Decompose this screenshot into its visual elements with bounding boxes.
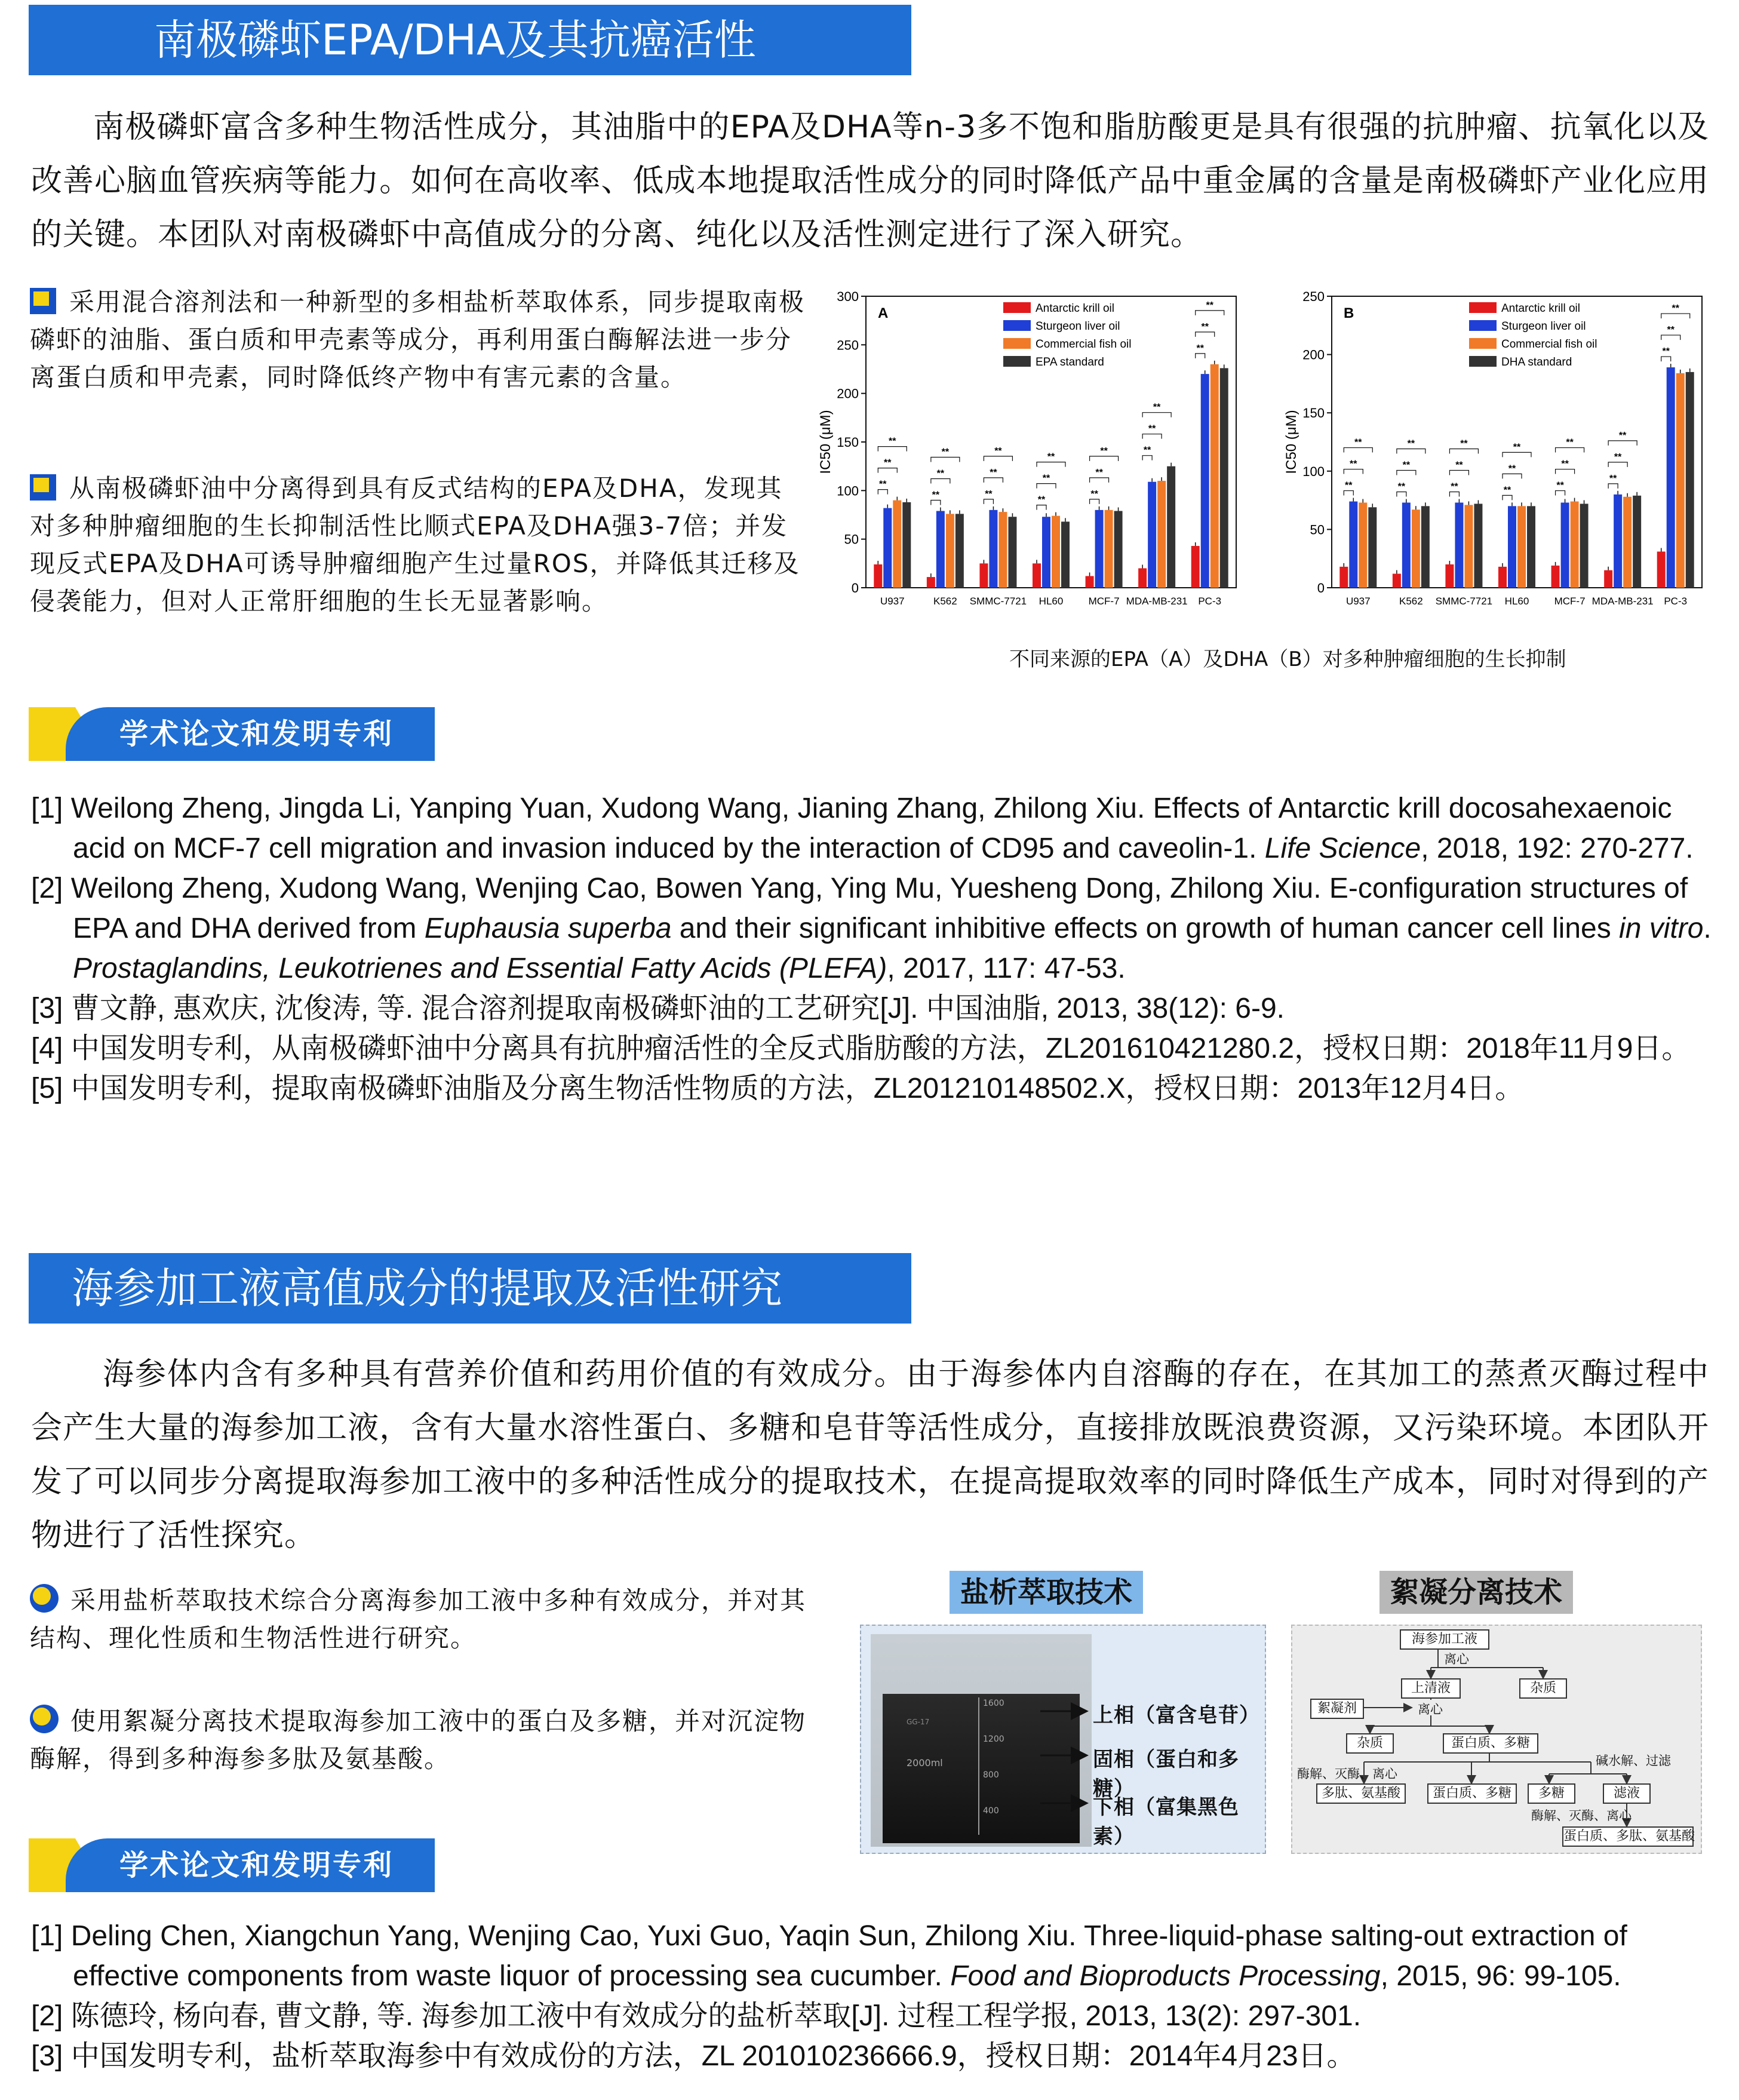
y-tick-label: 0 (851, 581, 859, 595)
legend-swatch (1469, 338, 1497, 349)
bar (1086, 576, 1094, 588)
panel-label: A (878, 305, 889, 321)
x-tick-label: SMMC-7721 (1435, 595, 1493, 607)
significance-bracket (1608, 462, 1627, 467)
bar (883, 508, 892, 588)
significance-bracket (1037, 484, 1056, 489)
flow-impurity2: 杂质 (1346, 1733, 1394, 1754)
significance-bracket (1556, 448, 1584, 453)
bar (902, 502, 911, 588)
y-axis-label: IC50 (μM) (1283, 410, 1299, 474)
x-tick-label: HL60 (1039, 595, 1064, 607)
chart-a (812, 281, 1266, 639)
significance-bracket (878, 468, 897, 473)
x-tick-label: U937 (880, 595, 905, 607)
significance-bracket (1661, 335, 1680, 340)
significance-mark: ** (1402, 460, 1411, 471)
chart-b (1278, 281, 1732, 639)
bar (1359, 503, 1367, 588)
bar (1667, 367, 1675, 588)
significance-mark: ** (985, 489, 993, 499)
bar (927, 577, 935, 588)
significance-mark: ** (1354, 437, 1362, 448)
x-tick-label: PC-3 (1664, 595, 1688, 607)
reference-item: [5] 中国发明专利，提取南极磷虾油脂及分离生物活性物质的方法，ZL201210148502.X，授权日期：2013年12月4日。 (31, 1073, 1524, 1104)
bar (1604, 570, 1612, 588)
lower-phase-label: 下相（富集黑色素） (1093, 1795, 1239, 1849)
significance-mark: ** (1201, 321, 1209, 332)
section1-bullet-2: 从南极磷虾油中分离得到具有反式结构的EPA及DHA，发现其对多种肿瘤细胞的生长抑制活性比顺式EPA及DHA强3-7倍；并发现反式EPA及DHA可诱导肿瘤细胞产生过量ROS，并降低其迁移及侵袭能力，但对人正常肝细胞的生长无显著影响。 (30, 474, 800, 616)
significance-mark: ** (1513, 442, 1521, 453)
bar (1445, 564, 1454, 588)
significance-mark: ** (936, 468, 945, 479)
flow-peptide: 多肽、氨基酸 (1316, 1783, 1406, 1804)
significance-mark: ** (1614, 452, 1622, 462)
significance-bracket (984, 478, 1003, 483)
flow-right-proc: 碱水解、过滤 (1596, 1754, 1671, 1768)
x-tick-label: U937 (1345, 595, 1371, 607)
reference-item: [3] 曹文静, 惠欢庆, 沈俊涛, 等. 混合溶剂提取南极磷虾油的工艺研究[J]. 中国油脂, 2013, 38(12): 6-9. (31, 993, 1285, 1024)
flow-supernatant: 上清液 (1401, 1678, 1461, 1699)
upper-phase-label: 上相（富含皂苷） (1093, 1703, 1260, 1727)
section2-bullet-1: 采用盐析萃取技术综合分离海参加工液中多种有效成分，并对其结构、理化性质和生物活性进行研究。 (30, 1582, 806, 1657)
legend-label: Antarctic krill oil (1501, 302, 1580, 315)
significance-bracket (1196, 332, 1215, 337)
bar (1061, 521, 1070, 588)
legend-label: DHA standard (1501, 356, 1572, 369)
significance-mark: ** (1350, 459, 1357, 469)
significance-bracket (1397, 471, 1416, 475)
bar (1498, 567, 1507, 588)
significance-mark: ** (1460, 438, 1468, 449)
flow-final: 蛋白质、多肽、氨基酸 (1562, 1826, 1694, 1847)
section2-intro: 海参体内含有多种具有营养价值和药用价值的有效成分。由于海参体内自溶酶的存在，在其加工的蒸煮灭酶过程中会产生大量的海参加工液，含有大量水溶性蛋白、多糖和皂苷等活性成分，直接排放既浪费资源，又污染环境。本团队开发了可以同步分离提取海参加工液中的多种活性成分的提取技术，在提高提取效率的同时降低生产成本，同时对得到的产物进行了活性探究。 (31, 1356, 1709, 1553)
bar (1614, 495, 1622, 588)
significance-bracket (931, 478, 950, 483)
flow-filtrate: 滤液 (1603, 1783, 1651, 1804)
legend-swatch (1003, 302, 1031, 313)
significance-bracket (931, 457, 960, 462)
x-tick-label: MCF-7 (1088, 595, 1120, 607)
x-tick-label: K562 (1399, 595, 1423, 607)
section2-title: 海参加工液高值成分的提取及活性研究 (72, 1264, 782, 1313)
bar (946, 514, 954, 588)
reference-item: [4] 中国发明专利，从南极磷虾油中分离具有抗肿瘤活性的全反式脂肪酸的方法，ZL201610421280.2，授权日期：2018年11月9日。 (31, 1033, 1691, 1064)
x-tick-label: MDA-MB-231 (1126, 595, 1188, 607)
significance-mark: ** (1561, 459, 1569, 469)
bar (1657, 551, 1666, 588)
significance-bracket (1344, 469, 1363, 474)
significance-mark: ** (1662, 346, 1670, 357)
reference-item: [2] Weilong Zheng, Xudong Wang, Wenjing Cao, Bowen Yang, Ying Mu, Yuesheng Dong, Zhilong Xiu. E-configuration structures of EPA and DHA derived from Euphausia superba and their significant inhibitive effects on growth of human cancer cell lines in vitro. Prostaglandins, Leukotrienes and Essential Fatty Acids (PLEFA), 2017, 117: 47-53. (31, 873, 1712, 984)
significance-mark: ** (879, 479, 887, 490)
salting-out-title: 盐析萃取技术 (950, 1571, 1143, 1614)
bar (1580, 503, 1589, 588)
significance-bracket (1142, 456, 1152, 460)
significance-mark: ** (1672, 303, 1679, 314)
significance-bracket (984, 499, 993, 504)
flow-protein-poly2: 蛋白质、多糖 (1427, 1783, 1517, 1804)
bar (936, 511, 945, 588)
bar (874, 564, 882, 588)
bar (1412, 509, 1420, 588)
x-tick-label: PC-3 (1198, 595, 1222, 607)
legend-label: EPA standard (1036, 356, 1104, 369)
square-bullet-icon (30, 474, 56, 501)
bar (1042, 517, 1050, 588)
significance-mark: ** (1407, 438, 1415, 449)
bar (1167, 466, 1175, 588)
significance-mark: ** (1455, 460, 1463, 471)
x-tick-label: MDA-MB-231 (1591, 595, 1654, 607)
significance-mark: ** (1196, 343, 1204, 354)
bar (1561, 503, 1569, 588)
y-tick-label: 250 (837, 337, 859, 353)
bar (1393, 574, 1401, 588)
x-tick-label: MCF-7 (1554, 595, 1586, 607)
bar (1191, 546, 1200, 588)
significance-mark: ** (1609, 473, 1617, 484)
significance-mark: ** (1618, 430, 1627, 441)
significance-bracket (878, 447, 907, 452)
significance-bracket (1090, 456, 1119, 461)
significance-mark: ** (1090, 489, 1098, 499)
bar (1114, 511, 1123, 588)
square-bullet-icon (30, 288, 56, 314)
bar (989, 510, 997, 588)
significance-mark: ** (1095, 467, 1103, 478)
significance-bracket (1556, 491, 1565, 496)
bar (1402, 503, 1411, 588)
legend-swatch (1003, 356, 1031, 367)
y-tick-label: 100 (837, 483, 859, 499)
bar (1220, 368, 1228, 588)
x-tick-label: HL60 (1504, 595, 1529, 607)
beaker-figure (860, 1625, 1266, 1854)
y-tick-label: 150 (1302, 406, 1325, 421)
significance-mark: ** (1042, 473, 1050, 484)
significance-bracket (1037, 505, 1046, 510)
significance-bracket (1449, 471, 1468, 475)
section2-title-bar (29, 1253, 911, 1324)
bar (1157, 481, 1166, 588)
flow-bottom-proc: 酶解、灭酶、离心 (1531, 1809, 1632, 1823)
y-tick-label: 50 (1310, 522, 1325, 538)
bar (1105, 510, 1113, 588)
section1-reference-list (31, 788, 1715, 1109)
y-tick-label: 50 (844, 532, 859, 547)
bar (1623, 497, 1632, 588)
significance-bracket (1344, 448, 1372, 453)
bar (979, 563, 988, 588)
significance-mark: ** (1153, 402, 1161, 413)
section1-papers-heading-text: 学术论文和发明专利 (66, 707, 435, 761)
y-tick-label: 200 (837, 386, 859, 401)
significance-bracket (1556, 469, 1575, 474)
flow-root: 海参加工液 (1400, 1629, 1489, 1650)
flow-impurity1: 杂质 (1519, 1678, 1567, 1699)
section2-bullet-2: 使用絮凝分离技术提取海参加工液中的蛋白及多糖，并对沉淀物酶解，得到多种海参多肽及氨基酸。 (30, 1702, 806, 1777)
legend-label: Commercial fish oil (1036, 338, 1132, 351)
significance-mark: ** (1100, 446, 1108, 456)
bar (1421, 506, 1430, 588)
significance-mark: ** (1143, 445, 1151, 456)
significance-mark: ** (1345, 480, 1353, 491)
significance-mark: ** (1451, 481, 1458, 492)
bar (1633, 496, 1641, 588)
bar (955, 514, 964, 588)
flocculation-title: 絮凝分离技术 (1379, 1571, 1573, 1614)
circle-bullet-icon (30, 1705, 59, 1733)
bar (998, 512, 1007, 588)
section1-intro: 南极磷虾富含多种生物活性成分，其油脂中的EPA及DHA等n-3多不饱和脂肪酸更是具有很强的抗肿瘤、抗氧化以及改善心脑血管疾病等能力。如何在高收率、低成本地提取活性成分的同时降低产品中重金属的含量是南极磷虾产业化应用的关键。本团队对南极磷虾中高值成分的分离、纯化以及活性测定进行了深入研究。 (31, 109, 1709, 253)
flocculation-flowchart (1291, 1625, 1702, 1854)
significance-mark: ** (1206, 300, 1213, 311)
significance-mark: ** (932, 490, 940, 501)
bar (1686, 372, 1694, 588)
y-axis-label: IC50 (μM) (818, 410, 834, 474)
bar (1551, 566, 1560, 588)
significance-mark: ** (990, 467, 997, 478)
figure-caption: 不同来源的EPA（A）及DHA（B）对多种肿瘤细胞的生长抑制 (1009, 647, 1566, 671)
y-tick-label: 250 (1302, 289, 1325, 304)
legend-swatch (1003, 320, 1031, 331)
significance-mark: ** (1556, 480, 1564, 491)
bar (1201, 374, 1209, 588)
section1-bullet-1: 采用混合溶剂法和一种新型的多相盐析萃取体系，同步提取南极磷虾的油脂、蛋白质和甲壳素等成分，再利用蛋白酶解法进一步分离蛋白质和甲壳素，同时降低终产物中有害元素的含量。 (30, 287, 806, 392)
section1-papers-heading (29, 707, 435, 761)
significance-bracket (1196, 311, 1224, 315)
bar (1349, 502, 1357, 588)
legend-label: Sturgeon liver oil (1036, 320, 1120, 333)
legend-swatch (1469, 356, 1497, 367)
section1-title-bar (29, 5, 911, 75)
reference-item: [2] 陈德玲, 杨向春, 曹文静, 等. 海参加工液中有效成分的盐析萃取[J]. 过程工程学报, 2013, 13(2): 297-301. (31, 2000, 1362, 2032)
x-tick-label: K562 (933, 595, 957, 607)
reference-item: [1] Deling Chen, Xiangchun Yang, Wenjing Cao, Yuxi Guo, Yaqin Sun, Zhilong Xiu. Three-liquid-phase salting-out extraction of effective components from waste liquor of processing sea cucumber. Food and Bioproducts Processing, 2015, 96: 99-105. (31, 1920, 1627, 1992)
significance-bracket (1090, 478, 1109, 483)
significance-mark: ** (1037, 495, 1046, 505)
significance-bracket (984, 456, 1012, 461)
flow-step1: 离心 (1444, 1652, 1469, 1666)
legend-label: Antarctic krill oil (1036, 302, 1114, 315)
bar (1368, 507, 1377, 588)
bar (1571, 502, 1579, 588)
legend-label: Sturgeon liver oil (1501, 320, 1586, 333)
flow-left-proc: 酶解、灭酶、离心 (1297, 1767, 1397, 1781)
significance-bracket (1608, 441, 1637, 446)
section2-papers-heading (29, 1838, 435, 1892)
y-tick-label: 200 (1302, 347, 1325, 363)
bar (1339, 567, 1348, 588)
significance-mark: ** (1503, 485, 1511, 496)
section2-reference-list (31, 1916, 1715, 2076)
beaker-photo: 1600 1200 800 400 2000ml GG-17 (871, 1634, 1092, 1847)
significance-bracket (1196, 354, 1205, 358)
chart-b-container (1278, 281, 1732, 639)
bar (1008, 517, 1016, 588)
reference-item: [3] 中国发明专利，盐析萃取海参中有效成份的方法，ZL 201010236666.9，授权日期：2014年4月23日。 (31, 2040, 1356, 2072)
bar (1033, 563, 1041, 588)
panel-label: B (1344, 305, 1354, 321)
significance-bracket (878, 490, 887, 495)
significance-bracket (1397, 492, 1406, 497)
bar (1676, 373, 1685, 588)
significance-mark: ** (1148, 423, 1156, 434)
bar (1474, 503, 1482, 588)
significance-bracket (1142, 434, 1162, 439)
significance-mark: ** (889, 436, 896, 447)
flow-step2: 离心 (1418, 1702, 1443, 1717)
y-tick-label: 150 (837, 435, 859, 450)
significance-bracket (1037, 462, 1065, 467)
section1-title: 南极磷虾EPA/DHA及其抗癌活性 (154, 16, 756, 65)
significance-mark: ** (884, 458, 892, 468)
significance-bracket (1090, 499, 1099, 504)
flow-protein-poly: 蛋白质、多糖 (1443, 1733, 1538, 1754)
significance-bracket (1503, 495, 1512, 500)
significance-bracket (1608, 484, 1618, 489)
significance-mark: ** (994, 446, 1002, 456)
significance-bracket (1503, 452, 1531, 457)
bar (893, 501, 901, 588)
flow-poly: 多糖 (1528, 1783, 1575, 1804)
significance-bracket (931, 500, 941, 505)
significance-mark: ** (1667, 325, 1675, 336)
legend-swatch (1469, 302, 1497, 313)
significance-mark: ** (941, 447, 950, 458)
significance-mark: ** (1508, 463, 1516, 474)
bar (1138, 568, 1147, 588)
significance-mark: ** (1397, 481, 1406, 492)
significance-bracket (1449, 449, 1478, 454)
significance-bracket (1142, 413, 1171, 417)
legend-label: Commercial fish oil (1501, 338, 1597, 351)
y-tick-label: 0 (1317, 581, 1325, 595)
significance-mark: ** (1047, 452, 1055, 462)
legend-swatch (1003, 338, 1031, 349)
significance-bracket (1503, 474, 1522, 478)
solid-phase-label: 固相（蛋白和多糖） (1093, 1748, 1239, 1801)
chart-a-container (812, 281, 1266, 639)
circle-bullet-icon (30, 1584, 59, 1613)
significance-bracket (1397, 449, 1425, 454)
significance-mark: ** (1566, 437, 1574, 448)
significance-bracket (1344, 491, 1353, 496)
bar (1527, 506, 1535, 588)
bar (1095, 510, 1104, 588)
reference-item: [1] Weilong Zheng, Jingda Li, Yanping Yuan, Xudong Wang, Jianing Zhang, Zhilong Xiu. Effects of Antarctic krill docosahexaenoic acid on MCF-7 cell migration and invasion induced by the interaction of CD95 and caveolin-1. Life Science, 2018, 192: 270-277. (31, 793, 1694, 864)
bar (1052, 516, 1060, 588)
bar (1455, 503, 1463, 588)
y-tick-label: 100 (1302, 463, 1325, 479)
x-tick-label: SMMC-7721 (969, 595, 1027, 607)
legend-swatch (1469, 320, 1497, 331)
bar (1464, 505, 1473, 588)
significance-bracket (1661, 357, 1671, 361)
bar (1148, 482, 1156, 588)
flow-flocculant: 絮凝剂 (1310, 1699, 1364, 1719)
bar (1517, 506, 1526, 588)
bar (1210, 364, 1219, 588)
significance-bracket (1661, 314, 1690, 318)
y-tick-label: 300 (837, 289, 859, 304)
bar (1508, 506, 1516, 588)
significance-bracket (1449, 492, 1459, 497)
section2-papers-heading-text: 学术论文和发明专利 (66, 1838, 435, 1892)
